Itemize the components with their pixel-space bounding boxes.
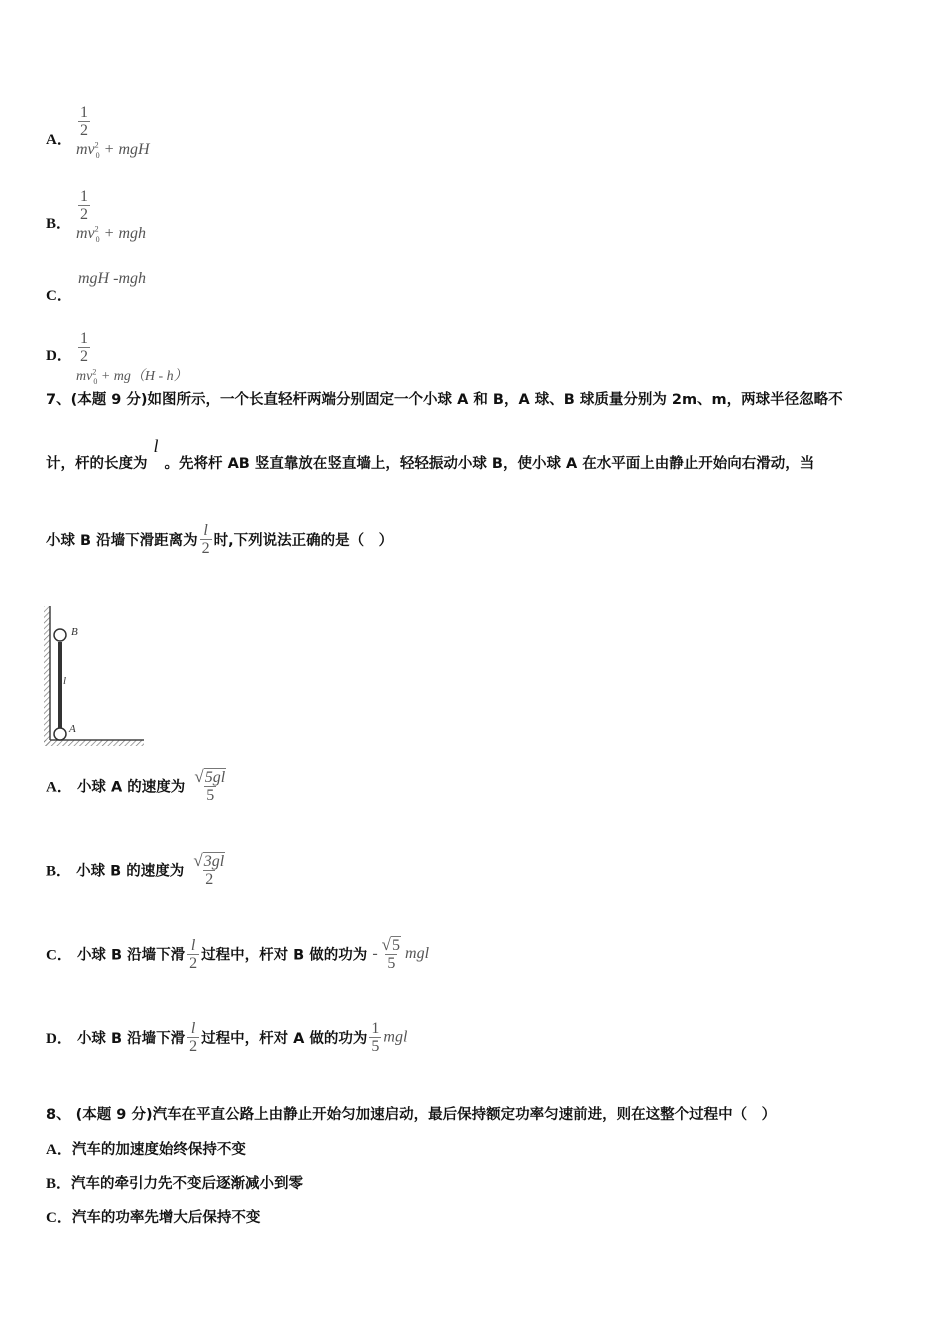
floor-hatch <box>44 740 144 746</box>
formula-fraction: $\frac{l}{2}$ <box>189 936 198 972</box>
option-label: A． <box>46 1142 72 1158</box>
option-text: 小球 B 的速度为 <box>76 863 185 880</box>
formula-tail: mgl <box>383 1028 408 1046</box>
option-label: C． <box>46 947 72 964</box>
ball-a <box>54 728 66 740</box>
formula: $\frac{1}{2}$ $mv^2_0$ + mgH <box>76 104 150 161</box>
q7-stem-line3: 小球 B 沿墙下滑距离为 $\frac{l}{2}$ 时,下列说法正确的是（ ） <box>46 522 394 557</box>
q8-option-b[interactable] <box>46 1172 303 1193</box>
option-label: B． <box>46 1176 72 1192</box>
q8-option-a[interactable] <box>46 1138 246 1159</box>
option-label: B． <box>46 216 72 232</box>
option-text: 小球 A 的速度为 <box>76 779 186 796</box>
option-text-b: 过程中，杆对 B 做的功为 <box>201 947 368 964</box>
option-label: A． <box>46 779 72 796</box>
q8-stem: 8、 (本题 9 分)汽车在平直公路上由静止开始匀加速启动，最后保持额定功率匀速前进，则在这整个过程中（ ） <box>46 1107 777 1123</box>
formula-tail: mgl <box>405 945 430 962</box>
option-label: C． <box>46 288 72 304</box>
figure-label-b: B <box>71 626 78 638</box>
formula-fraction: $\frac{l}{2}$ <box>189 1020 198 1055</box>
q7-option-d[interactable] <box>46 1020 407 1055</box>
option-text: 小球 B 沿墙下滑 <box>76 947 186 964</box>
ball-b <box>54 629 66 641</box>
option-text: 汽车的牵引力先不变后逐渐减小到零 <box>71 1176 304 1192</box>
figure-label-l: l <box>63 675 67 687</box>
option-label: C． <box>46 1210 72 1226</box>
q7-stem-line2: 计，杆的长度为l。先将杆 AB 竖直靠放在竖直墙上，轻轻振动小球 B，使小球 A 在水平面上由静止开始向右滑动，当 <box>46 436 815 472</box>
q7-option-a[interactable] <box>46 768 230 804</box>
formula: $\frac{1}{2}$ $mv^2_0 + mg(H - h)$ <box>76 330 188 386</box>
wall-hatch <box>44 606 50 746</box>
q7-stem-line1: 7、(本题 9 分)如图所示，一个长直轻杆两端分别固定一个小球 A 和 B，A 球、B 球质量分别为 2m、m，两球半径忽略不 <box>46 392 843 408</box>
option-text: 小球 B 沿墙下滑 <box>76 1031 186 1047</box>
formula: $\frac{1}{2}$ $mv^2_0$ + mgh <box>76 188 147 245</box>
option-text: 汽车的加速度始终保持不变 <box>71 1142 246 1158</box>
q7-option-c[interactable] <box>46 936 429 972</box>
option-label: B． <box>46 863 72 880</box>
option-text: 汽车的功率先增大后保持不变 <box>71 1210 261 1226</box>
q7-option-b[interactable] <box>46 852 229 888</box>
figure-label-a: A <box>69 723 76 735</box>
option-text-b: 过程中，杆对 A 做的功为 <box>201 1031 368 1047</box>
formula: mgH -mgh <box>78 270 146 287</box>
q7-figure <box>40 604 148 750</box>
formula: $\frac{√3gl}{2}$ <box>193 851 225 888</box>
option-label: A． <box>46 132 72 148</box>
formula: $\frac{√5}{5}$ <box>381 935 401 972</box>
option-label: D． <box>46 348 72 364</box>
sign: - <box>372 945 378 962</box>
formula: $\frac{√5gl}{5}$ <box>194 767 226 804</box>
q8-option-c[interactable] <box>46 1206 260 1227</box>
option-label: D． <box>46 1031 72 1047</box>
formula: $\frac{1}{5}$ <box>371 1020 380 1055</box>
